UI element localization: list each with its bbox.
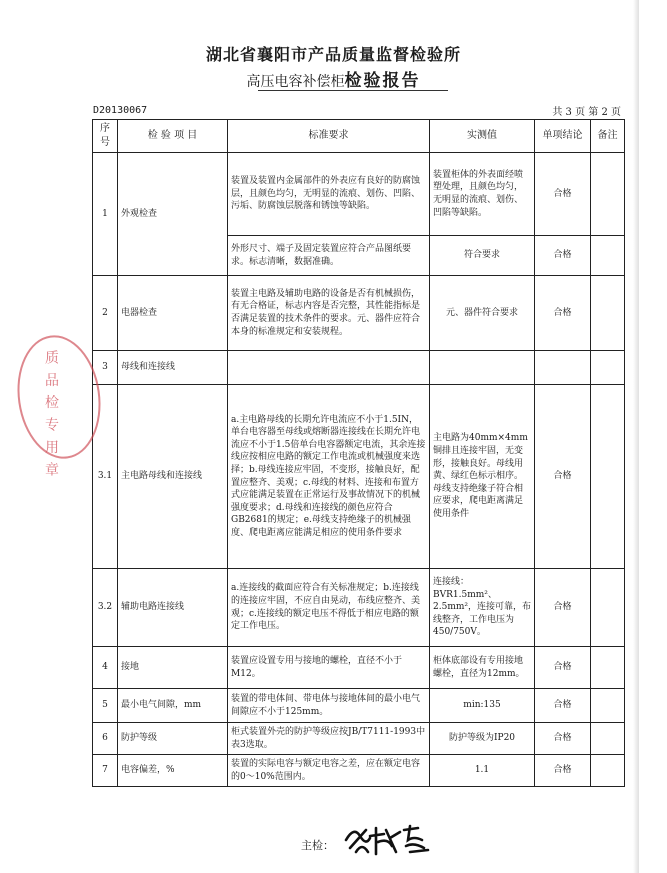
cell-no: 3.1 xyxy=(93,385,118,569)
cell-no: 4 xyxy=(93,647,118,689)
cell-note xyxy=(591,723,625,755)
page-info: 共 3 页 第 2 页 xyxy=(552,107,621,118)
cell-requirement: 装置的实际电容与额定电容之差，应在额定电容的0～10%范围内。 xyxy=(228,755,430,787)
header-item: 检 验 项 目 xyxy=(118,120,228,153)
report-title-prefix: 高压电容补偿柜 xyxy=(246,74,345,90)
cell-result: 合格 xyxy=(535,723,591,755)
cell-measured: 防护等级为IP20 xyxy=(430,723,535,755)
cell-requirement: a.连接线的截面应符合有关标准规定；b.连接线的连接应牢固，不应自由晃动，布线应整齐、美观；c.连接线的额定电压不得低于相应电路的额定工作电压。 xyxy=(228,569,430,647)
cell-requirement: 装置主电路及辅助电路的设备是否有机械损伤，有无合格证，标志内容是否完整，其性能指标是否满足装置的技术条件的要求。元、器件应符合本身的标准规定和安装规程。 xyxy=(228,276,430,351)
inspector-label: 主检： xyxy=(301,839,334,852)
header-result: 单项结论 xyxy=(535,120,591,153)
cell-result: 合格 xyxy=(535,236,591,276)
cell-note xyxy=(591,755,625,787)
cell-requirement: 外形尺寸、端子及固定装置应符合产品图纸要求。标志清晰，数据准确。 xyxy=(228,236,430,276)
cell-no: 3 xyxy=(93,351,118,385)
organization-name: 湖北省襄阳市产品质量监督检验所 xyxy=(205,45,461,64)
table-row xyxy=(93,351,625,385)
cell-measured: 主电路为40mm×4mm铜排且连接牢固，无变形，接触良好。母线用黄、绿红色标示相序。母线支持绝缘子符合相应要求，爬电距离满足使用条件 xyxy=(430,385,535,569)
cell-item: 母线和连接线 xyxy=(118,351,228,385)
cell-result: 合格 xyxy=(535,385,591,569)
header-no: 序号 xyxy=(93,120,118,153)
header-requirement: 标准要求 xyxy=(228,120,430,153)
table-row xyxy=(93,569,625,647)
cell-result: 合格 xyxy=(535,647,591,689)
cell-no: 6 xyxy=(93,723,118,755)
cell-measured: 装置柜体的外表面经喷塑处理，且颜色均匀，无明显的流痕、划伤、凹陷等缺陷。 xyxy=(430,153,535,236)
cell-requirement: 柜式装置外壳的防护等级应按JB/T7111-1993中表3选取。 xyxy=(228,723,430,755)
table-row xyxy=(93,385,625,569)
cell-result: 合格 xyxy=(535,689,591,723)
table-row xyxy=(93,276,625,351)
cell-item: 外观检查 xyxy=(118,153,228,276)
title-underline xyxy=(258,90,448,91)
document-number: D20130067 xyxy=(93,105,148,116)
inspection-table xyxy=(92,119,625,787)
table-row xyxy=(93,647,625,689)
cell-requirement xyxy=(228,351,430,385)
cell-result: 合格 xyxy=(535,569,591,647)
header-measured: 实测值 xyxy=(430,120,535,153)
cell-no: 7 xyxy=(93,755,118,787)
cell-requirement: 装置应设置专用与接地的螺栓，直径不小于M12。 xyxy=(228,647,430,689)
table-row xyxy=(93,153,625,236)
cell-measured: 柜体底部设有专用接地螺栓，直径为12mm。 xyxy=(430,647,535,689)
cell-result: 合格 xyxy=(535,276,591,351)
cell-no: 2 xyxy=(93,276,118,351)
stamp-text: 质 品 检 专 用 章 xyxy=(43,350,59,479)
cell-note xyxy=(591,689,625,723)
cell-measured xyxy=(430,351,535,385)
cell-item: 最小电气间隙，mm xyxy=(118,689,228,723)
cell-measured: min:135 xyxy=(430,689,535,723)
cell-result: 合格 xyxy=(535,153,591,236)
inspector-signature xyxy=(340,818,435,860)
cell-item: 辅助电路连接线 xyxy=(118,569,228,647)
header-note: 备注 xyxy=(591,120,625,153)
cell-measured: 连接线：BVR1.5mm²、2.5mm²，连接可靠，布线整齐，工作电压为450/750V。 xyxy=(430,569,535,647)
cell-note xyxy=(591,569,625,647)
table-header-row xyxy=(93,120,625,153)
table-row xyxy=(93,689,625,723)
table-row xyxy=(93,723,625,755)
cell-no: 5 xyxy=(93,689,118,723)
cell-measured: 符合要求 xyxy=(430,236,535,276)
cell-note xyxy=(591,153,625,236)
page-edge-shadow xyxy=(633,0,639,873)
cell-item: 电器检查 xyxy=(118,276,228,351)
cell-item: 主电路母线和连接线 xyxy=(118,385,228,569)
cell-requirement: 装置及装置内金属部件的外表应有良好的防腐蚀层，且颜色均匀，无明显的流痕、划伤、凹陷、污垢、防腐蚀层脱落和锈蚀等缺陷。 xyxy=(228,153,430,236)
cell-result: 合格 xyxy=(535,755,591,787)
cell-no: 3.2 xyxy=(93,569,118,647)
cell-note xyxy=(591,351,625,385)
cell-requirement: a.主电路母线的长期允许电流应不小于1.5IN，单台电容器至母线或熔断器连接线在长期允许电流应不小于1.5倍单台电容器额定电流，其余连接线应按相应电路的额定工作电流或机械强度来选择；b.母线连接应牢固，不变形，接触良好，配置应整齐、美观；c.母线的材料、连接和布置方式应能满足装置在正常运行及事故情况下的机械强度要求；d.母线和连接线的颜色应符合GB2681的规定；e.母线支持绝缘子的机械强度、爬电距离应能满足相应的使用条件要求 xyxy=(228,385,430,569)
report-title xyxy=(0,66,667,91)
cell-item: 接地 xyxy=(118,647,228,689)
table-row xyxy=(93,755,625,787)
cell-note xyxy=(591,647,625,689)
cell-item: 防护等级 xyxy=(118,723,228,755)
cell-measured: 1.1 xyxy=(430,755,535,787)
cell-item: 电容偏差，% xyxy=(118,755,228,787)
cell-note xyxy=(591,385,625,569)
report-title-main: 检验报告 xyxy=(344,71,421,91)
cell-result xyxy=(535,351,591,385)
cell-note xyxy=(591,276,625,351)
cell-note xyxy=(591,236,625,276)
cell-no: 1 xyxy=(93,153,118,276)
cell-requirement: 装置的带电体间、带电体与接地体间的最小电气间隙应不小于125mm。 xyxy=(228,689,430,723)
cell-measured: 元、器件符合要求 xyxy=(430,276,535,351)
